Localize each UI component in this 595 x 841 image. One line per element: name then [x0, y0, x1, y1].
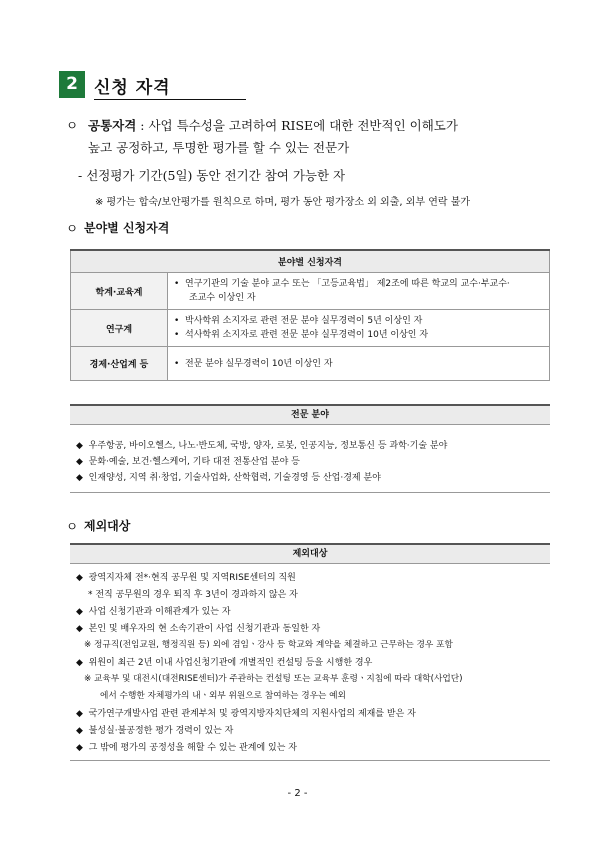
bullet-icon: •	[174, 358, 180, 369]
common-dash: - 선정평가 기간(5일) 동안 전기간 참여 가능한 자	[78, 168, 346, 183]
diamond-icon: ◆	[76, 624, 83, 634]
common-label: 공통자격	[88, 118, 137, 133]
exclusion-item: ◆ 광역지자체 전*·현직 공무원 및 지역RISE센터의 직원	[76, 573, 296, 583]
exclusion-note: * 전직 공무원의 경우 퇴직 후 3년이 경과하지 않은 자	[88, 590, 298, 600]
common-text-1	[88, 116, 458, 134]
exclusion-item: ◆ 위원이 최근 2년 이내 사업신청기관에 개별적인 컨설팅 등을 시행한 경우	[76, 658, 373, 668]
exclusion-note: ※ 교육부 및 대전시(대전RISE센터)가 주관하는 컨설팅 또는 교육부 훈령ㆍ지침에 따라 대학(사업단)	[84, 674, 463, 684]
field-table-header: 분야별 신청자격	[71, 250, 550, 273]
bullet-icon: •	[174, 330, 180, 340]
field-row-item: 박사학위 소지자로 관련 전문 분야 실무경력이 5년 이상인 자	[185, 316, 423, 326]
table-row	[71, 310, 550, 347]
field-section-title: 분야별 신청자격	[84, 221, 170, 235]
expertise-item: ◆ 인재양성, 지역 취·창업, 기술사업화, 산학협력, 기술경영 등 산업·경제 분야	[76, 473, 381, 483]
exclusion-header: 제외대상	[70, 543, 550, 564]
diamond-icon: ◆	[76, 709, 83, 719]
expertise-item: ◆ 문화·예술, 보건·헬스케어, 기타 대전 전통산업 분야 등	[76, 457, 300, 467]
exclusion-note: ※ 정규직(전임교원, 행정직원 등) 외에 겸임ㆍ강사 등 학교와 계약을 체결하고 근무하는 경우 포함	[84, 640, 453, 650]
diamond-icon: ◆	[76, 658, 83, 668]
diamond-icon: ◆	[76, 457, 83, 467]
expertise-item: ◆ 우주항공, 바이오헬스, 나노·반도체, 국방, 양자, 로봇, 인공지능, 정보통신 등 과학·기술 분야	[76, 441, 448, 451]
diamond-icon: ◆	[76, 743, 83, 753]
diamond-icon: ◆	[76, 726, 83, 736]
expertise-header: 전문 분야	[70, 404, 550, 425]
field-row-label: 학계·교육계	[71, 273, 168, 310]
field-row-item: 연구기관의 기술 분야 교수 또는 「고등교육법」 제2조에 따른 학교의 교수·부교수·	[185, 279, 510, 289]
exclusion-item: ◆ 본인 및 배우자의 현 소속기관이 사업 신청기관과 동일한 자	[76, 624, 321, 634]
field-row-label: 연구계	[71, 310, 168, 347]
table-row	[71, 347, 550, 381]
section-title: 신청 자격	[94, 73, 246, 100]
diamond-icon: ◆	[76, 473, 83, 483]
common-bullet: ㅇ	[66, 118, 79, 133]
common-text-1-body: : 사업 특수성을 고려하여 RISE에 대한 전반적인 이해도가	[136, 118, 458, 133]
diamond-icon: ◆	[76, 573, 83, 583]
field-bullet: ㅇ	[66, 221, 79, 236]
exclusion-item: ◆ 불성실·불공정한 평가 경력이 있는 자	[76, 726, 234, 736]
field-table	[70, 249, 550, 381]
field-row-item: 조교수 이상인 자	[189, 293, 256, 303]
exclusion-item: ◆ 그 밖에 평가의 공정성을 해할 수 있는 관계에 있는 자	[76, 743, 297, 753]
common-text-2: 높고 공정하고, 투명한 평가를 할 수 있는 전문가	[88, 140, 350, 155]
table-row	[71, 273, 550, 310]
exclusion-item: ◆ 국가연구개발사업 관련 관계부처 및 광역지방자치단체의 지원사업의 제재를 받은 자	[76, 709, 416, 719]
field-row-item: 석사학위 소지자로 관련 전문 분야 실무경력이 10년 이상인 자	[185, 330, 429, 340]
common-note: ※ 평가는 합숙/보안평가를 원칙으로 하며, 평가 동안 평가장소 외 외출, 외부 연락 불가	[95, 197, 471, 208]
bullet-icon: •	[174, 316, 180, 326]
section-number: 2	[59, 71, 85, 98]
field-row-label: 경제·산업계 등	[71, 347, 168, 381]
page-number: - 2 -	[287, 788, 308, 799]
exclusion-note-cont: 에서 수행한 자체평가의 내ㆍ외부 위원으로 참여하는 경우는 예외	[100, 691, 346, 701]
field-row-item: 전문 분야 실무경력이 10년 이상인 자	[185, 358, 333, 369]
diamond-icon: ◆	[76, 607, 83, 617]
bullet-icon: •	[174, 279, 180, 289]
diamond-icon: ◆	[76, 441, 83, 451]
exclusion-item: ◆ 사업 신청기관과 이해관계가 있는 자	[76, 607, 231, 617]
exclusion-bullet: ㅇ	[66, 519, 79, 534]
exclusion-section-title: 제외대상	[84, 519, 131, 533]
